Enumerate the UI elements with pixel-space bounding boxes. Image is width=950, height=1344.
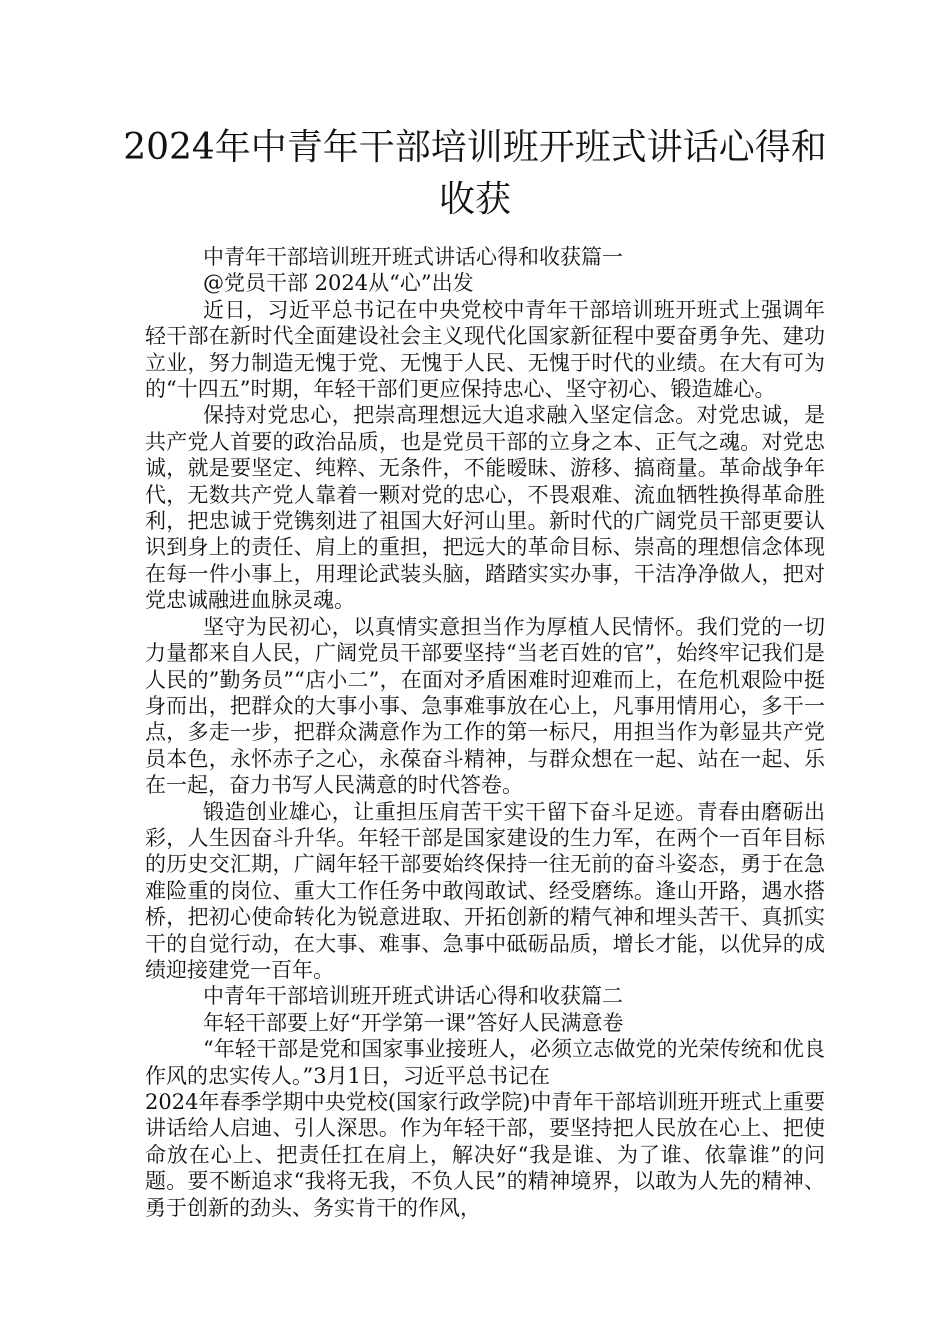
- paragraph: 坚守为民初心，以真情实意担当作为厚植人民情怀。我们党的一切力量都来自人民，广阔党员干部要坚持“当老百姓的官”，始终牢记我们是人民的”勤务员”“店小二”，在面对矛盾困难时迎难而上，在危机艰险中挺身而出，把群众的大事小事、急事难事放在心上，凡事用情用心，多干一点，多走一步，把群众满意作为工作的第一标尺，用担当作为彰显共产党员本色，永怀赤子之心，永葆奋斗精神，与群众想在一起、站在一起、乐在一起，奋力书写人民满意的时代答卷。: [145, 614, 825, 798]
- document-body: [145, 244, 825, 1221]
- paragraph: 锻造创业雄心，让重担压肩苦干实干留下奋斗足迹。青春由磨砺出彩，人生因奋斗升华。年轻干部是国家建设的生力军，在两个一百年目标的历史交汇期，广阔年轻干部要始终保持一往无前的奋斗姿态，勇于在急难险重的岗位、重大工作任务中敢闯敢试、经受磨练。逢山开路，遇水搭桥，把初心使命转化为锐意进取、开拓创新的精气神和埋头苦干、真抓实干的自觉行动，在大事、难事、急事中砥砺品质，增长才能，以优异的成绩迎接建党一百年。: [145, 799, 825, 982]
- document-title: 2024年中青年干部培训班开班式讲话心得和收获: [123, 127, 827, 220]
- paragraph: “年轻干部是党和国家事业接班人，必须立志做党的光荣传统和优良作风的忠实传人。”3月1日，习近平总书记在: [145, 1037, 825, 1088]
- article-subtitle-2: 年轻干部要上好“开学第一课”答好人民满意卷: [203, 1010, 624, 1035]
- article-subtitle-1: @党员干部 2024从“心”出发: [203, 271, 474, 296]
- paragraph: 2024年春季学期中央党校(国家行政学院)中青年干部培训班开班式上重要讲话给人启迪、引人深思。作为年轻干部，要坚持把人民放在心上、把使命放在心上、把责任扛在肩上，解决好“我是谁、为了谁、依靠谁”的问题。要不断追求“我将无我，不负人民”的精神境界，以敢为人先的精神、勇于创新的劲头、务实肯干的作风，: [145, 1090, 825, 1220]
- section-heading-1: 中青年干部培训班开班式讲话心得和收获篇一: [203, 245, 623, 269]
- paragraph: 保持对党忠心，把崇高理想远大追求融入坚定信念。对党忠诚，是共产党人首要的政治品质，也是党员干部的立身之本、正气之魂。对党忠诚，就是要坚定、纯粹、无条件，不能暧昧、游移、搞商量。革命战争年代，无数共产党人靠着一颗对党的忠心，不畏艰难、流血牺牲换得革命胜利，把忠诚于党镌刻进了祖国大好河山里。新时代的广阔党员干部更要认识到身上的责任、肩上的重担，把远大的革命目标、崇高的理想信念体现在每一件小事上，用理论武装头脑，踏踏实实办事，干洁净净做人，把对党忠诚融进血脉灵魂。: [145, 403, 825, 613]
- section-heading-2: 中青年干部培训班开班式讲话心得和收获篇二: [203, 984, 623, 1009]
- paragraph: 近日，习近平总书记在中央党校中青年干部培训班开班式上强调年轻干部在新时代全面建设社会主义现代化国家新征程中要奋勇争先、建功立业，努力制造无愧于党、无愧于人民、无愧于时代的业绩。在大有可为的“十四五”时期，年轻干部们更应保持忠心、坚守初心、锻造雄心。: [145, 297, 825, 402]
